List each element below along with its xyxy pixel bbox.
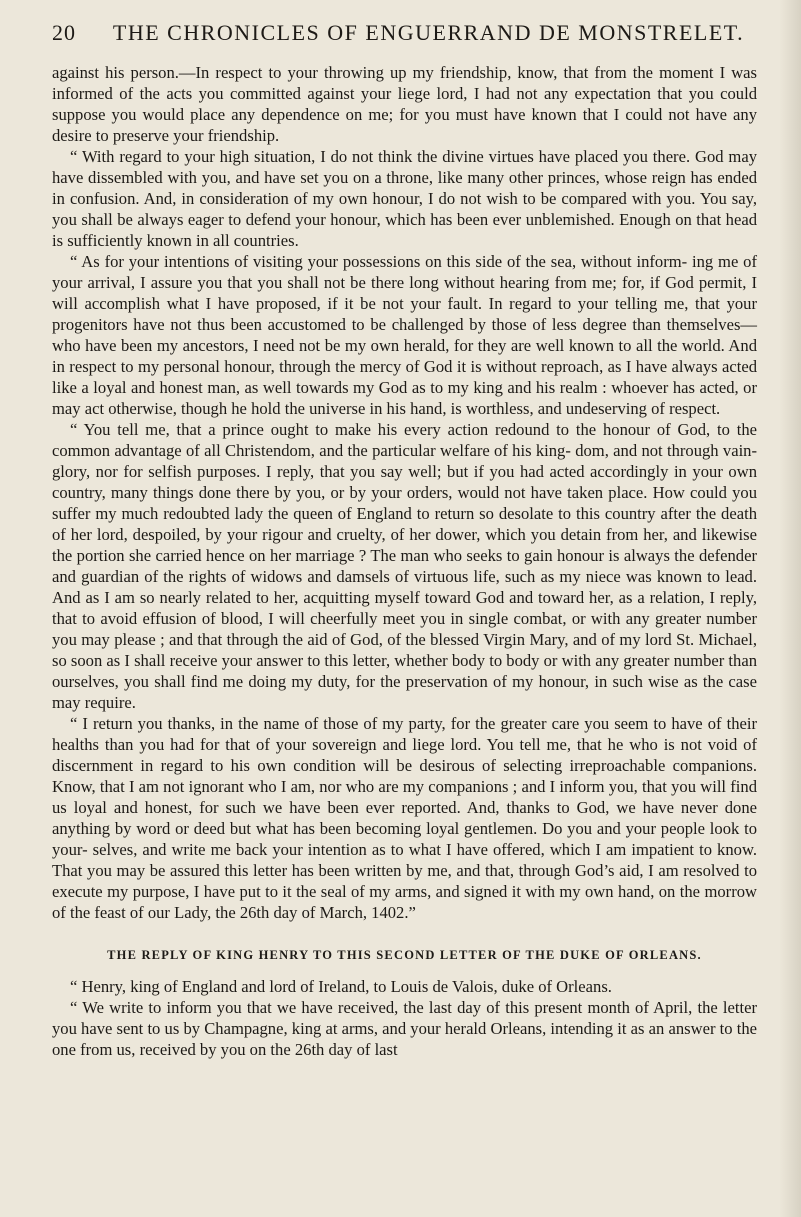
paragraph-reply-opening: “ We write to inform you that we have received, the last day of this present month of April, the letter you have sent to us by Champagne, king at arms, and your herald Orleans, intending it as an answer to the one from us, received by you on the 26th day of last: [52, 998, 757, 1059]
paragraph-continuation: against his person.—In respect to your throwing up my friendship, know, that from the moment I was informed of the acts you committed against your liege lord, I had not any expectation that you could suppose you would place any dependence on me; for you must have known that I could not have any desire to preserve your friendship.: [52, 63, 757, 145]
running-head: [52, 20, 757, 50]
body-text: [52, 62, 757, 1060]
paragraph-salutation: “ Henry, king of England and lord of Ireland, to Louis de Valois, duke of Orleans.: [70, 977, 612, 996]
page-number: 20: [52, 20, 76, 45]
paragraph-thanks-closing: “ I return you thanks, in the name of those of my party, for the greater care you seem to have of their healths than you had for that of your sovereign and liege lord. You tell me, that he who is not void of discernment in regard to his own condition will be desirous of selecting irreproachable companions. Know, that I am not ignorant who I am, nor who are my companions ; and I inform you, that you will find us loyal and honest, for such we have been ever reported. And, thanks to God, we have never done anything by word or deed but what has been becoming loyal gentlemen. Do you and your people look to your- selves, and write me back your intention as to what I have offered, which I am impatient to know. That you may be assured this letter has been written by me, and that, through God’s aid, I am resolved to execute my purpose, I have put to it the seal of my arms, and signed it with my own hand, on the morrow of the feast of our Lady, the 26th day of March, 1402.”: [52, 714, 757, 922]
paragraph-prince-honour: “ You tell me, that a prince ought to make his every action redound to the honour of God, to the common advantage of all Christendom, and the particular welfare of his king- dom, and not through vain-glory, nor for selfish purposes. I reply, that you say well; but if you had acted accordingly in your own country, many things done there by you, or by your orders, would not have taken place. How could you suffer my much redoubted lady the queen of England to return so desolate to this country after the death of her lord, despoiled, by your rigour and cruelty, of her dower, which you detain from her, and likewise the portion she carried hence on her marriage ? The man who seeks to gain honour is always the defender and guardian of the rights of widows and damsels of virtuous life, such as my niece was known to lead. And as I am so nearly related to her, acquitting myself toward God and toward her, as a relation, I reply, that to avoid effusion of blood, I will cheerfully meet you in single combat, or with any greater number you may please ; and that through the aid of God, of the blessed Virgin Mary, and of my lord St. Michael, so soon as I shall receive your answer to this letter, whether body to body or with any greater number than ourselves, you shall find me doing my duty, for the preservation of my honour, in such wise as the case may require.: [52, 420, 757, 712]
paragraph-visiting-possessions: “ As for your intentions of visiting your possessions on this side of the sea, without inform- ing me of your arrival, I assure you that you shall not be there long without hearing from me; for, if God permit, I will accomplish what I have proposed, if it be not your fault. In regard to your telling me, that your progenitors have not thus been accustomed to be challenged by those of less degree than themselves—who have been my ancestors, I need not be my own herald, for they are well known to all the world. And in respect to my personal honour, through the mercy of God it is without reproach, as I have always acted like a loyal and honest man, as well towards my God as to my king and his realm : whoever has acted, or may act otherwise, though he hold the universe in his hand, is worthless, and undeserving of respect.: [52, 252, 757, 418]
section-heading: THE REPLY OF KING HENRY TO THIS SECOND LETTER OF THE DUKE OF ORLEANS.: [107, 948, 702, 962]
paragraph-high-situation: “ With regard to your high situation, I do not think the divine virtues have placed you there. God may have dissembled with you, and have set you on a throne, like many other princes, whose reign has ended in confusion. And, in consideration of my own honour, I do not wish to be compared with you. You say, you shall be always eager to defend your honour, which has been ever unblemished. Enough on that head is sufficiently known in all countries.: [52, 147, 757, 250]
page-edge-shadow: [779, 0, 801, 1217]
running-title: THE CHRONICLES OF ENGUERRAND DE MONSTRELET.: [112, 20, 745, 45]
